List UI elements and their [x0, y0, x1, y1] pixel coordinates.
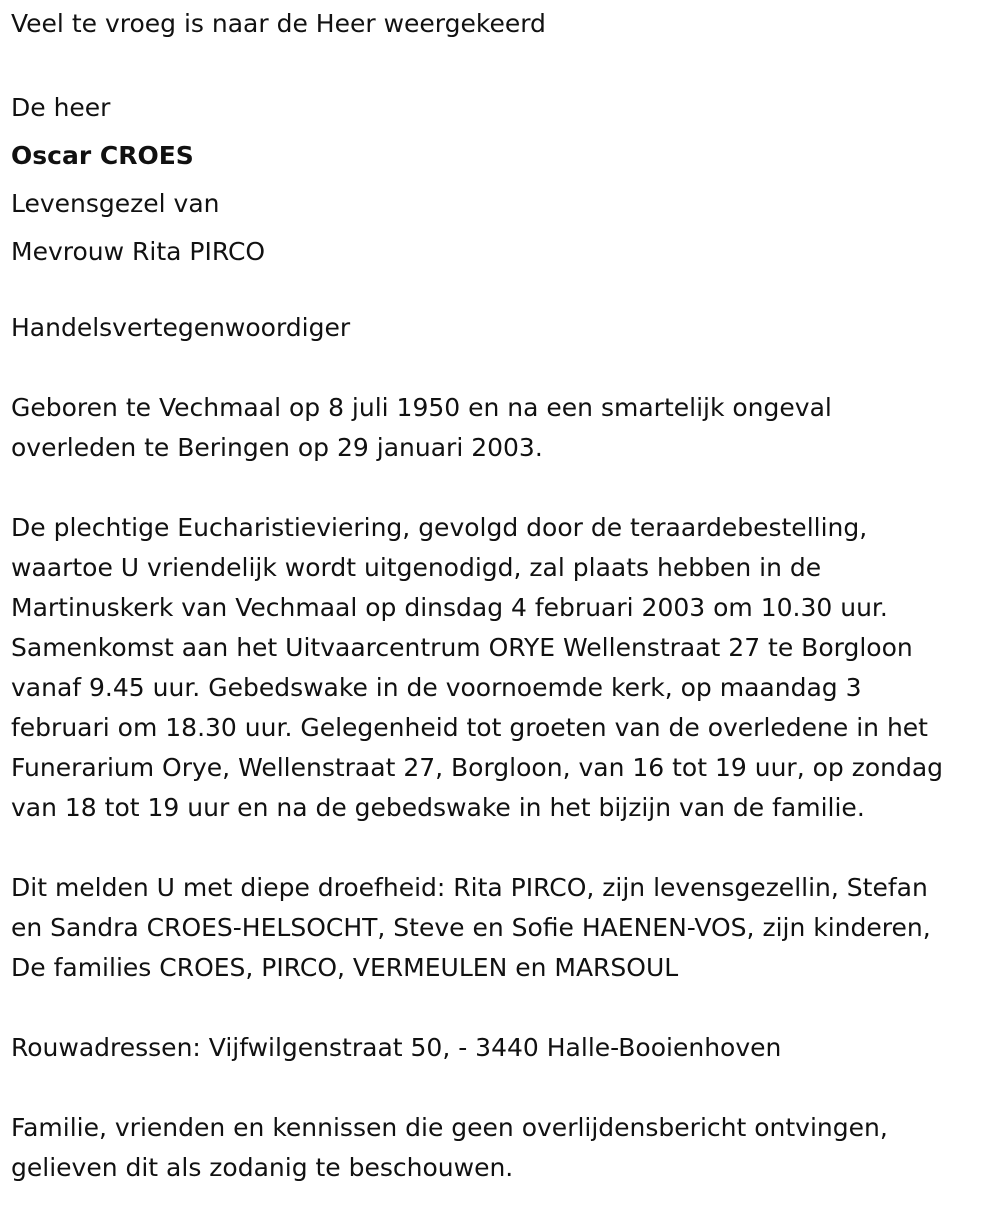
announcers-line: Dit melden U met diepe droefheid: Rita PIRCO, zijn levensgezellin, Stefan — [11, 873, 928, 902]
deceased-name: Oscar CROES — [11, 141, 194, 170]
deceased-header — [11, 84, 1000, 276]
honorific: De heer — [11, 93, 111, 122]
partner-name: Mevrouw Rita PIRCO — [11, 237, 266, 266]
address-paragraph — [11, 1028, 1000, 1068]
ceremony-line: van 18 tot 19 uur en na de gebedswake in het bijzijn van de familie. — [11, 793, 865, 822]
ceremony-line: waartoe U vriendelijk wordt uitgenodigd, zal plaats hebben in de — [11, 553, 822, 582]
announcers-line: De families CROES, PIRCO, VERMEULEN en MARSOUL — [11, 953, 679, 982]
birth-death-paragraph — [11, 388, 1000, 468]
closing-line: gelieven dit als zodanig te beschouwen. — [11, 1153, 514, 1182]
ceremony-line: Samenkomst aan het Uitvaarcentrum ORYE Wellenstraat 27 te Borgloon — [11, 633, 913, 662]
mourning-address: Rouwadressen: Vijfwilgenstraat 50, - 3440 Halle-Booienhoven — [11, 1033, 782, 1062]
occupation-paragraph — [11, 308, 1000, 348]
ceremony-line: Funerarium Orye, Wellenstraat 27, Borgloon, van 16 tot 19 uur, op zondag — [11, 753, 944, 782]
birth-death-line: Geboren te Vechmaal op 8 juli 1950 en na een smartelijk ongeval — [11, 393, 832, 422]
closing-line: Familie, vrienden en kennissen die geen overlijdensbericht ontvingen, — [11, 1113, 888, 1142]
ceremony-line: februari om 18.30 uur. Gelegenheid tot groeten van de overledene in het — [11, 713, 928, 742]
ceremony-line: De plechtige Eucharistieviering, gevolgd door de teraardebestelling, — [11, 513, 868, 542]
announcers-paragraph — [11, 868, 1000, 988]
ceremony-line: Martinuskerk van Vechmaal op dinsdag 4 februari 2003 om 10.30 uur. — [11, 593, 888, 622]
intro-paragraph — [11, 4, 1000, 44]
birth-death-line: overleden te Beringen op 29 januari 2003. — [11, 433, 543, 462]
occupation: Handelsvertegenwoordiger — [11, 313, 351, 342]
ceremony-line: vanaf 9.45 uur. Gebedswake in de voornoemde kerk, op maandag 3 — [11, 673, 862, 702]
closing-paragraph — [11, 1108, 1000, 1188]
intro-line: Veel te vroeg is naar de Heer weergekeerd — [11, 9, 546, 38]
relation-label: Levensgezel van — [11, 189, 220, 218]
ceremony-paragraph — [11, 508, 1000, 828]
announcers-line: en Sandra CROES-HELSOCHT, Steve en Sofie HAENEN-VOS, zijn kinderen, — [11, 913, 931, 942]
